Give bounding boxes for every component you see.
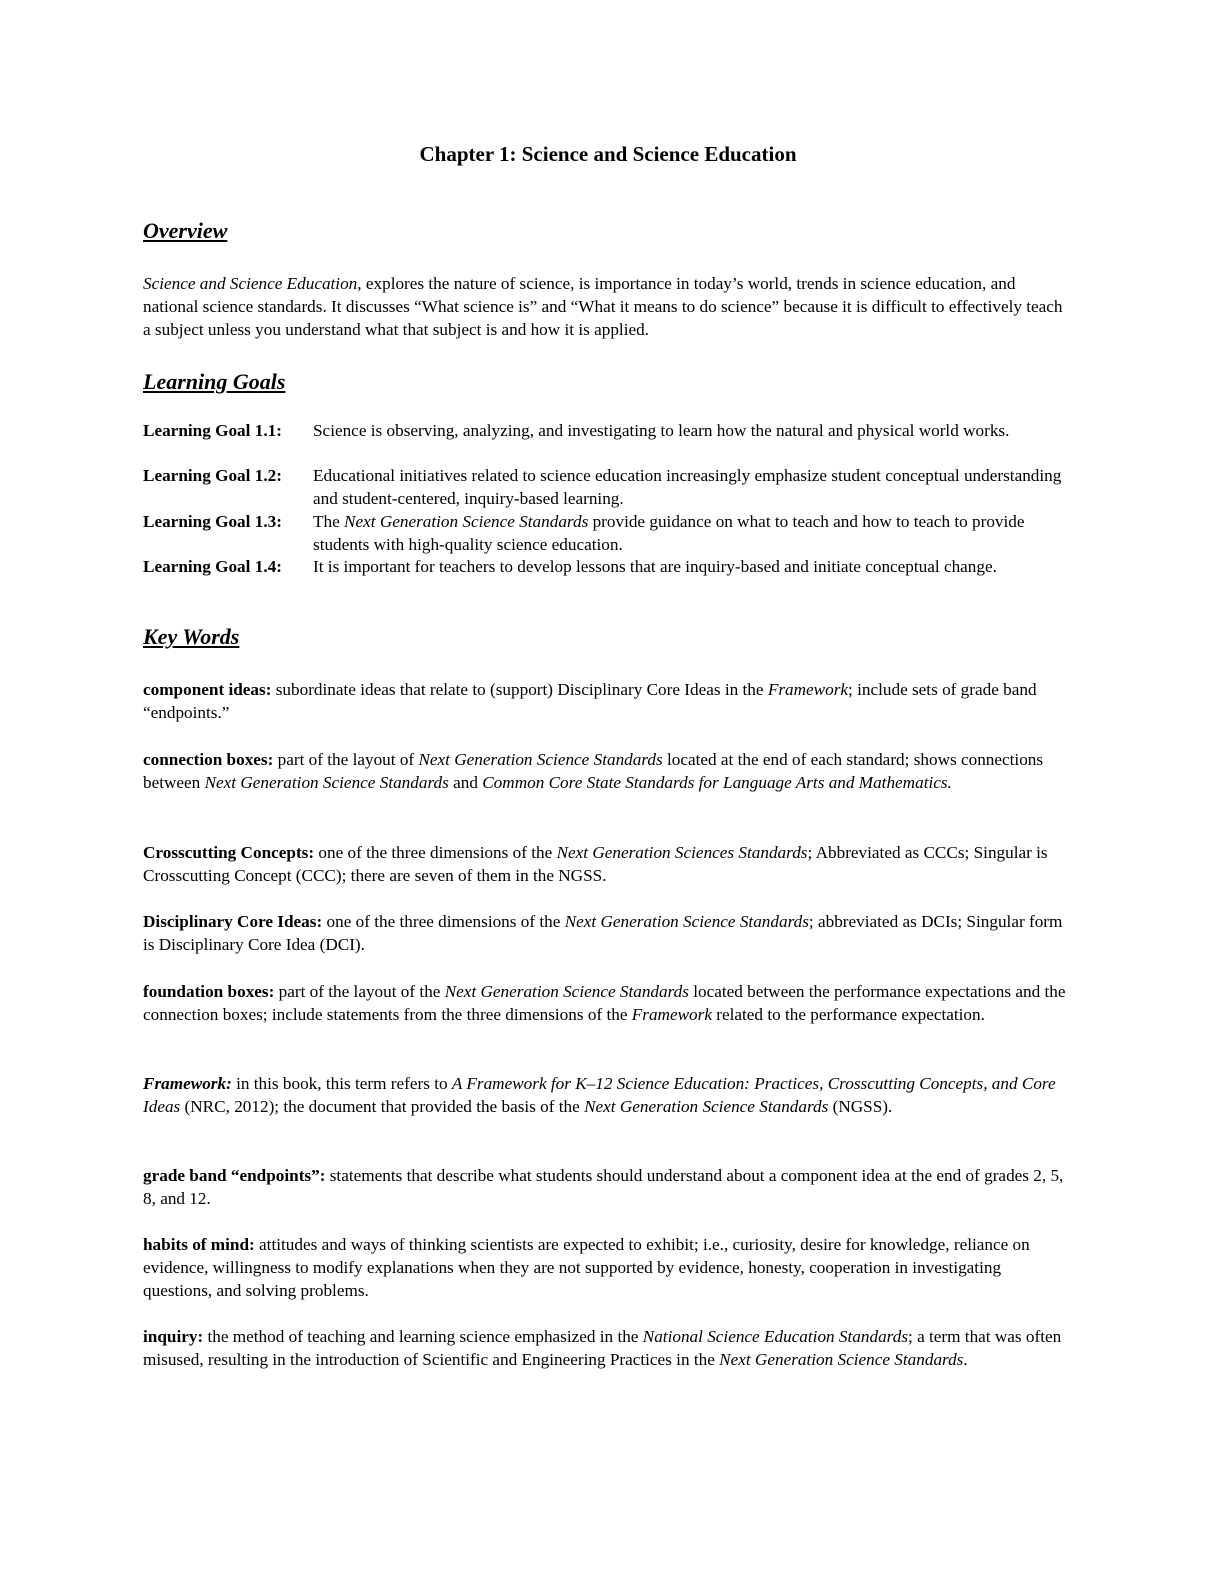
learning-goal-label: Learning Goal 1.1:	[143, 421, 282, 440]
definition-text: and	[448, 773, 483, 792]
learning-goal-item	[143, 464, 1073, 510]
definition-text: one of the three dimensions of the	[322, 912, 565, 931]
definition-text: ; Abbreviated as CCCs; Singular is Crosscutting Concept (CCC); there are seven of them in the NGSS.	[143, 843, 1048, 885]
overview-paragraph	[143, 272, 1073, 341]
learning-goal-item	[143, 510, 1073, 556]
definition-italic: Next Generation Science Standards	[584, 1097, 829, 1116]
key-word-term: foundation boxes:	[143, 982, 275, 1001]
overview-text: , explores the nature of science, is importance in today’s world, trends in science education, and national science standards. It discusses “What science is” and “What it means to do science” because it is difficult to effectively teach a subject unless you understand what that subject is and how it is applied.	[143, 274, 1063, 339]
learning-goal-label: Learning Goal 1.4:	[143, 557, 282, 576]
learning-goal-label: Learning Goal 1.2:	[143, 466, 282, 485]
page-title: Chapter 1: Science and Science Education	[419, 142, 797, 166]
key-word-entry	[143, 1164, 1073, 1210]
definition-text: ; include sets of grade band “endpoints.”	[143, 680, 1037, 722]
definition-text: in this book, this term refers to	[231, 1074, 452, 1093]
key-word-term: Disciplinary Core Ideas:	[143, 912, 323, 931]
learning-goal-text: It is important for teachers to develop lessons that are inquiry-based and initiate conceptual change.	[313, 557, 997, 576]
definition-text: ; abbreviated as DCIs; Singular form is Disciplinary Core Idea (DCI).	[143, 912, 1063, 954]
definition-italic: Framework	[767, 680, 849, 699]
key-word-entry	[143, 841, 1073, 887]
definition-text: (NGSS).	[828, 1097, 893, 1116]
definition-text: located between the performance expectations and the connection boxes; include statements from the three dimensions of the	[143, 982, 1066, 1024]
definition-text: one of the three dimensions of the	[314, 843, 557, 862]
learning-goals-heading: Learning Goals	[143, 369, 286, 394]
goal-text-italic: Next Generation Science Standards	[344, 512, 589, 531]
definition-italic: Next Generation Science Standards	[204, 773, 449, 792]
definition-text: the method of teaching and learning science emphasized in the	[203, 1327, 643, 1346]
key-word-entry	[143, 980, 1073, 1026]
definition-italic: Next Generation Science Standards	[564, 912, 809, 931]
key-word-term: Framework:	[143, 1074, 232, 1093]
learning-goal-text: Science is observing, analyzing, and investigating to learn how the natural and physical world works.	[313, 421, 1010, 440]
goal-text-part: The	[313, 512, 345, 531]
definition-italic: A Framework for K–12 Science Education: Practices, Crosscutting Concepts, and Core Ideas	[143, 1074, 1056, 1116]
definition-italic: Next Generation Science Standards	[444, 982, 689, 1001]
key-word-entry	[143, 910, 1073, 956]
definition-text: part of the layout of	[273, 750, 419, 769]
definition-text: subordinate ideas that relate to (support) Disciplinary Core Ideas in the	[271, 680, 768, 699]
key-words-heading: Key Words	[143, 624, 240, 649]
overview-heading: Overview	[143, 218, 228, 243]
key-word-term: component ideas:	[143, 680, 272, 699]
learning-goal-text	[313, 510, 1073, 556]
definition-italic: National Science Education Standards	[642, 1327, 909, 1346]
learning-goal-item	[143, 419, 1073, 442]
definition-italic: Next Generation Science Standards	[418, 750, 663, 769]
key-word-term: connection boxes:	[143, 750, 274, 769]
definition-italic: Next Generation Sciences Standards	[556, 843, 808, 862]
key-word-entry	[143, 1325, 1073, 1371]
definition-text: part of the layout of the	[274, 982, 445, 1001]
learning-goal-item	[143, 555, 1073, 578]
key-word-term: Crosscutting Concepts:	[143, 843, 315, 862]
key-word-term: inquiry:	[143, 1327, 204, 1346]
definition-italic: Common Core State Standards for Language Arts and Mathematics.	[482, 773, 952, 792]
definition-text: statements that describe what students should understand about a component idea at the end of grades 2, 5, 8, and 12.	[143, 1166, 1064, 1208]
key-word-entry	[143, 748, 1073, 794]
definition-text: located at the end of each standard; shows connections between	[143, 750, 1044, 792]
overview-italic: Science and Science Education	[143, 274, 358, 293]
definition-text: related to the performance expectation.	[711, 1005, 985, 1024]
definition-text: .	[963, 1350, 968, 1369]
key-word-entry	[143, 1072, 1073, 1118]
definition-italic: Framework	[631, 1005, 712, 1024]
definition-text: attitudes and ways of thinking scientists are expected to exhibit; i.e., curiosity, desire for knowledge, reliance on evidence, willingness to modify explanations when they are not supported by evidence, honesty, cooperation in investigating questions, and solving problems.	[143, 1235, 1030, 1300]
definition-text: ; a term that was often misused, resulting in the introduction of Scientific and Engineering Practices in the	[143, 1327, 1062, 1369]
key-word-entry	[143, 678, 1073, 724]
goal-text-part: provide guidance on what to teach and how to teach to provide students with high-quality science education.	[313, 512, 1025, 554]
definition-italic: Next Generation Science Standards	[719, 1350, 964, 1369]
learning-goal-label: Learning Goal 1.3:	[143, 512, 282, 531]
learning-goal-text: Educational initiatives related to science education increasingly emphasize student conceptual understanding and student-centered, inquiry-based learning.	[313, 466, 1062, 508]
definition-text: (NRC, 2012); the document that provided the basis of the	[180, 1097, 585, 1116]
key-word-term: habits of mind:	[143, 1235, 255, 1254]
key-word-entry	[143, 1233, 1073, 1302]
key-word-term: grade band “endpoints”:	[143, 1166, 326, 1185]
